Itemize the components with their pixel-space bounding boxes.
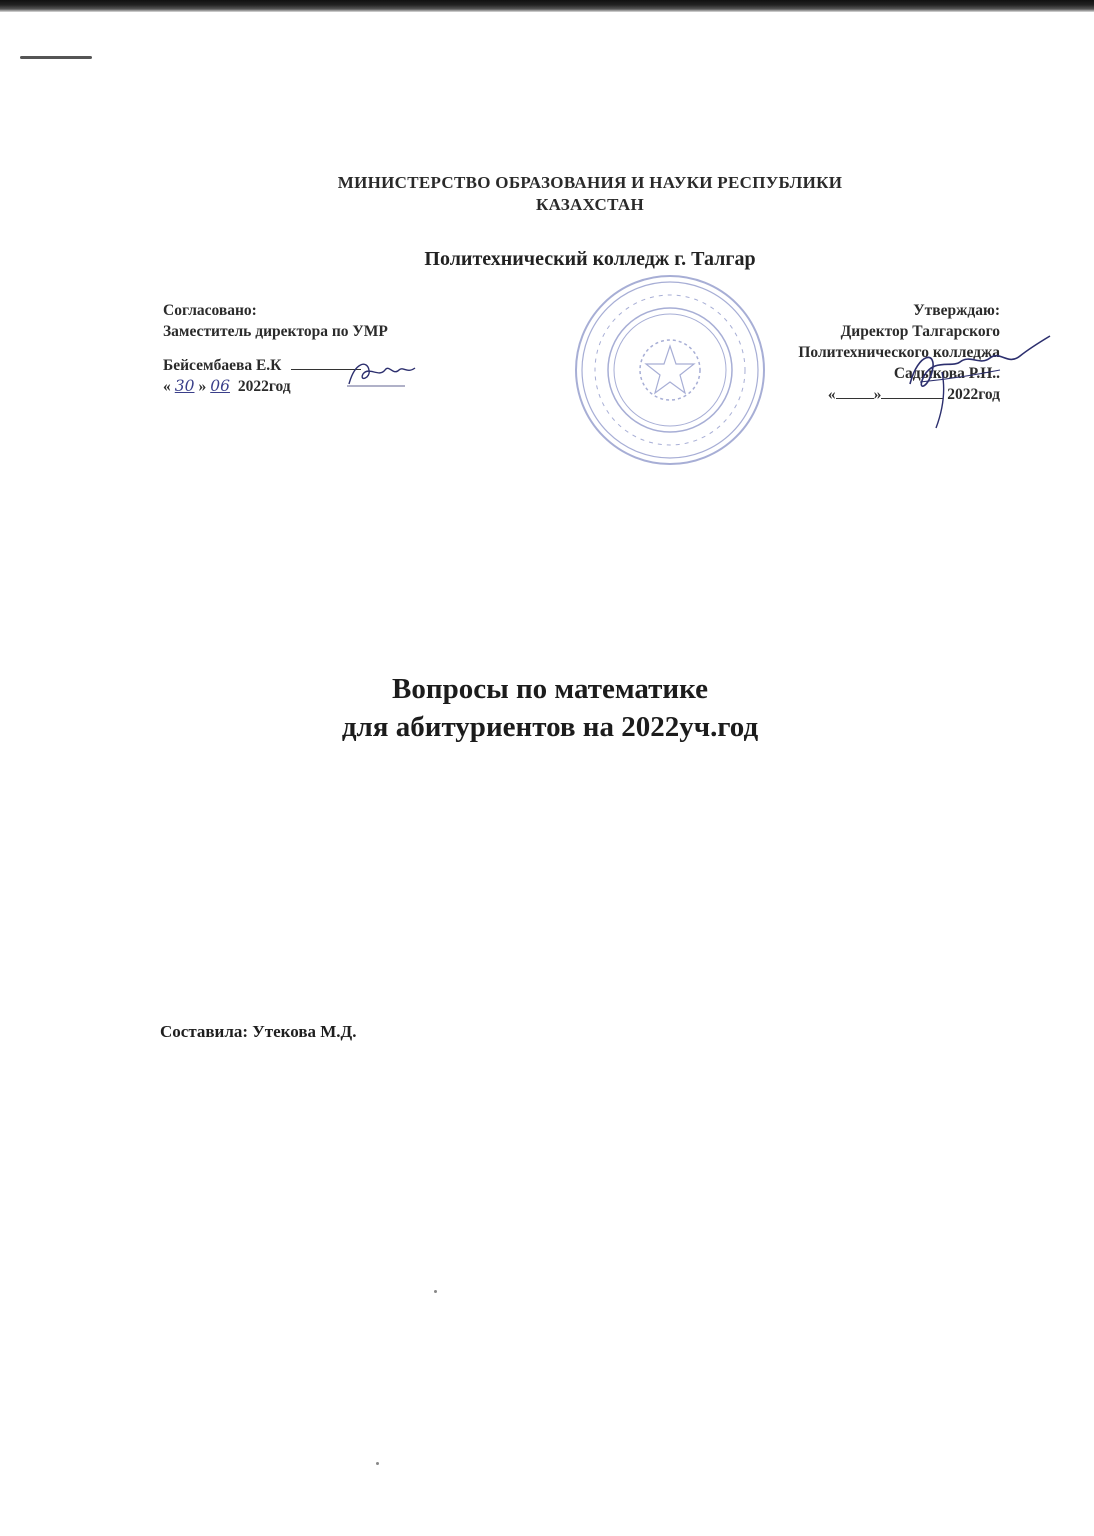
ministry-heading xyxy=(230,172,950,216)
signature-right xyxy=(880,332,1055,432)
scan-mark xyxy=(20,56,92,59)
author-credit: Составила: Утекова М.Д. xyxy=(160,1022,357,1041)
scan-speck xyxy=(434,1290,437,1293)
approval-left-block xyxy=(163,300,503,397)
approval-right-position-1: Директор Талгарского xyxy=(840,323,1000,340)
date-month: 06 xyxy=(210,377,230,395)
date-open-quote: « xyxy=(163,378,171,395)
date-close-quote: » xyxy=(873,386,882,403)
approval-left-name-row xyxy=(163,355,503,376)
approval-left-heading: Согласовано: xyxy=(163,302,257,319)
date-day: 30 xyxy=(174,377,195,395)
date-open-quote: « xyxy=(827,386,836,403)
ministry-line-2: КАЗАХСТАН xyxy=(535,195,645,214)
title-line-1: Вопросы по математике xyxy=(392,673,708,705)
approval-right-position-2: Политехнического колледжа xyxy=(798,344,1000,361)
approval-left-date xyxy=(163,376,503,397)
scan-edge xyxy=(0,0,1094,12)
college-name: Политехнический колледж г. Талгар xyxy=(424,248,756,270)
document-title xyxy=(150,670,950,746)
scan-speck xyxy=(376,1462,379,1465)
date-close-quote: » xyxy=(198,378,207,395)
approval-right-name: Садыкова Р.Н.. xyxy=(893,365,1000,382)
date-year: 2022год xyxy=(237,378,291,395)
approval-left-name: Бейсембаева Е.К xyxy=(163,357,282,374)
ministry-line-1: МИНИСТЕРСТВО ОБРАЗОВАНИЯ И НАУКИ РЕСПУБЛИКИ xyxy=(337,173,843,192)
approval-left-position: Заместитель директора по УМР xyxy=(163,323,388,340)
date-day-blank xyxy=(836,398,874,399)
signature-left xyxy=(345,356,420,390)
date-year: 2022год xyxy=(947,386,1000,403)
title-line-2: для абитуриентов на 2022уч.год xyxy=(341,711,759,743)
approval-right-heading: Утверждаю: xyxy=(913,302,1000,319)
